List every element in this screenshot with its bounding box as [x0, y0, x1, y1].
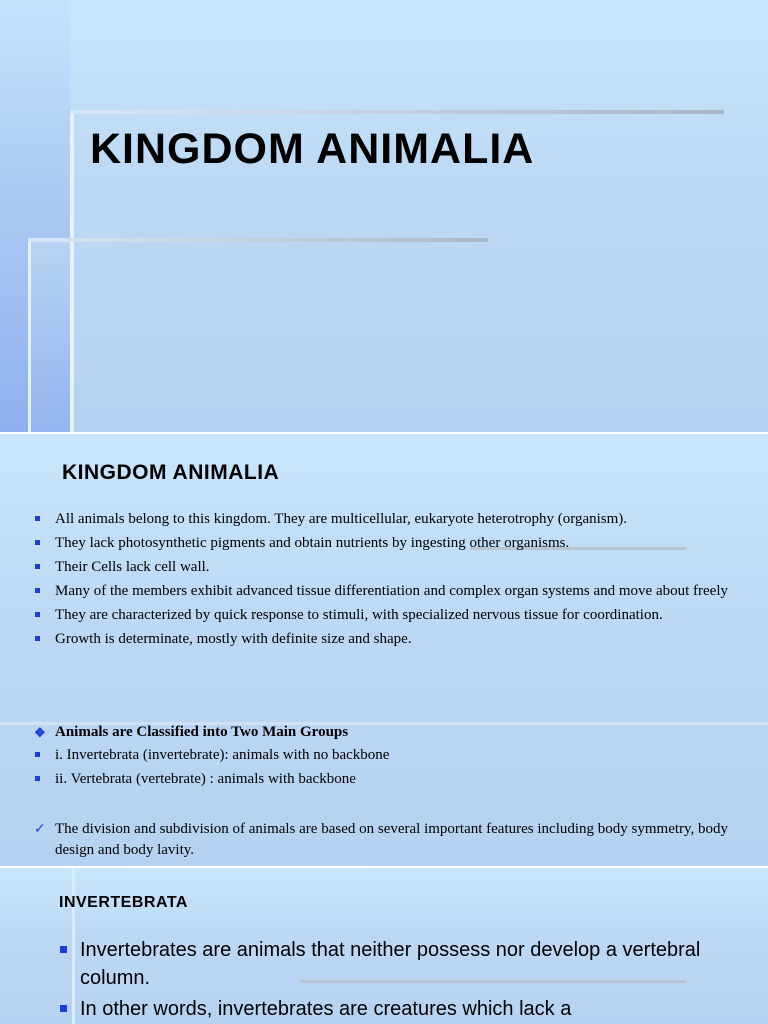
square-bullet-icon — [60, 946, 67, 953]
groups-list — [34, 745, 734, 793]
list-item: i. Invertebrata (invertebrate): animals with no backbone — [55, 747, 390, 763]
list-item: All animals belong to this kingdom. They are multicellular, eukaryote heterotrophy (organism). — [55, 511, 628, 527]
classification-note: ✓ The division and subdivision of animals are based on several important features including body symmetry, body design and body lavity. — [34, 821, 729, 858]
list-item: Growth is determinate, mostly with definite size and shape. — [55, 631, 412, 647]
vertical-accent-line-lower — [28, 240, 31, 432]
list-item: ii. Vertebrata (vertebrate) : animals with backbone — [55, 771, 356, 787]
horizontal-accent-line-top — [70, 110, 724, 114]
characteristics-list — [34, 509, 734, 653]
vertical-accent-line — [70, 110, 74, 432]
horizontal-accent-line-bottom — [28, 238, 488, 242]
diamond-bullet-icon: ❖ — [34, 725, 46, 740]
list-item: Invertebrates are animals that neither possess nor develop a vertebral column. — [58, 936, 738, 992]
list-item: They lack photosynthetic pigments and obtain nutrients by ingesting other organisms. — [55, 535, 570, 551]
slide-title: KINGDOM ANIMALIA — [62, 461, 280, 484]
groups-heading: ❖ Animals are Classified into Two Main Groups — [34, 722, 755, 743]
check-bullet-icon: ✓ — [34, 821, 46, 837]
list-item: In other words, invertebrates are creatures which lack a — [58, 995, 738, 1023]
invertebrata-list — [58, 936, 738, 1024]
invertebrata-slide — [0, 868, 768, 1024]
square-bullet-icon — [60, 1005, 67, 1012]
list-item: Their Cells lack cell wall. — [55, 559, 210, 575]
list-item: Many of the members exhibit advanced tissue differentiation and complex organ systems and move about freely — [55, 583, 729, 599]
slide-title: INVERTEBRATA — [59, 894, 188, 911]
left-inner-band — [28, 240, 72, 432]
content-slide — [0, 434, 768, 866]
slide-title: KINGDOM ANIMALIA — [90, 125, 535, 173]
list-item: They are characterized by quick response to stimuli, with specialized nervous tissue for coordination. — [55, 607, 663, 623]
title-slide — [0, 0, 768, 432]
